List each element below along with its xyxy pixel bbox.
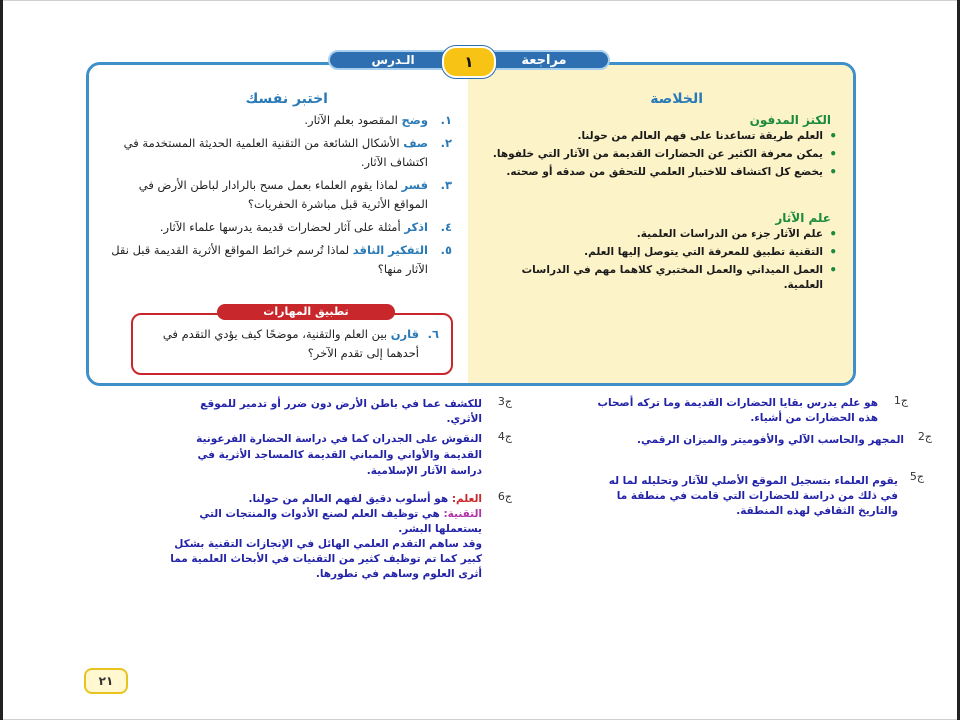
skills-question: ٦. قارن بين العلم والتقنية، موضحًا كيف يؤدي التقدم في أحدهما إلى تقدم الآخر؟ — [162, 327, 439, 360]
question-item: ١. وضح المقصود بعلم الآثار. — [304, 113, 452, 127]
summary-bullets-2 — [489, 227, 839, 296]
answer-3-label: ج3 — [497, 395, 512, 408]
summary-bullet: • العلم طريقة تساعدنا على فهم العالم من حولنا. — [489, 129, 839, 144]
summary-bullet: • علم الآثار جزء من الدراسات العلمية. — [489, 227, 839, 242]
answer-6: العلم: هو أسلوب دقيق لفهم العالم من حولنا. التقنية: هي توظيف العلم لصنع الأدوات والمنتجات التي يستعملها البشر. وقد ساهم التقدم العلمي الهائل في الإنجازات التقنية بشكل كبير كما تم توظيف كثير من التقنيات في الأبحاث العلمية مما أثرى العلوم وساهم في تطورها. — [170, 493, 482, 580]
question-list — [104, 111, 456, 283]
question-item: ٢. صف الأشكال الشائعة من التقنية العلمية الحديثة المستخدمة في اكتشاف الآثار. — [123, 136, 452, 169]
answer-4: النقوش على الجدران كما في دراسة الحضارة الفرعونية القديمة والأواني والمباني القديمة كالمساجد الأثرية في دراسة الآثار الإسلامية. — [196, 433, 482, 477]
answer-1-label: ج1 — [893, 394, 908, 407]
summary-bullet: • يمكن معرفة الكثير عن الحضارات القديمة من الآثار التي خلفوها. — [489, 147, 839, 162]
summary-heading-archaeology: علم الآثار — [775, 211, 831, 225]
answer-5: يقوم العلماء بتسجيل الموقع الأصلي للآثار وتحليله لما له في ذلك من دراسة للحضارات التي قامت في منطقة ما والتاريخ الثقافي لهذه المنطقة. — [608, 475, 898, 517]
summary-bullet: • يخضع كل اكتشاف للاختبار العلمي للتحقق من صدقه أو صحته. — [489, 165, 839, 180]
summary-heading-buried-treasure: الكنز المدفون — [749, 113, 831, 127]
question-item: ٥. التفكير الناقد لماذا تُرسم خرائط المواقع الأثرية القديمة قبل نقل الآثار منها؟ — [111, 243, 452, 276]
summary-bullets-1 — [489, 129, 839, 183]
banner-review-label: مراجعة — [521, 53, 567, 68]
answer-1: هو علم يدرس بقايا الحضارات القديمة وما تركه أصحاب هذه الحضارات من أشياء. — [597, 397, 878, 424]
skills-tab: تطبيق المهارات — [217, 304, 395, 320]
answer-2-label: ج2 — [917, 430, 932, 443]
test-yourself-title: اختبر نفسك — [245, 91, 328, 107]
test-yourself-column — [89, 65, 468, 383]
science-term: العلم: — [451, 493, 482, 505]
page-number: ٢١ — [84, 668, 128, 694]
banner-lesson-label: الـدرس — [371, 53, 415, 67]
question-item: ٤. اذكر أمثلة على آثار لحضارات قديمة يدرسها علماء الآثار. — [159, 220, 452, 234]
lesson-number-badge: ١ — [442, 46, 496, 78]
summary-title: الخلاصة — [650, 91, 703, 107]
summary-bullet: • التقنية تطبيق للمعرفة التي يتوصل إليها العلم. — [489, 245, 839, 260]
left-edge — [0, 0, 3, 720]
answer-4-label: ج4 — [497, 430, 512, 443]
question-item: ٣. فسر لماذا يقوم العلماء بعمل مسح بالرادار لباطن الأرض في المواقع الأثرية قبل مباشرة الحفريات؟ — [138, 178, 452, 211]
answer-3: للكشف عما في باطن الأرض دون ضرر أو تدمير للموقع الأثري. — [200, 398, 482, 425]
review-box — [86, 62, 856, 386]
technology-term: التقنية: — [443, 508, 482, 520]
answer-5-label: ج5 — [909, 470, 924, 483]
skills-box — [131, 305, 453, 375]
answer-6-label: ج6 — [497, 490, 512, 503]
summary-column — [468, 65, 853, 383]
summary-bullet: • العمل الميداني والعمل المختبري كلاهما مهم في الدراسات العلمية. — [489, 263, 839, 293]
lesson-review-banner — [328, 46, 610, 72]
answer-2: المجهر والحاسب الآلي والأفوميتر والميزان الرقمي. — [637, 434, 904, 446]
